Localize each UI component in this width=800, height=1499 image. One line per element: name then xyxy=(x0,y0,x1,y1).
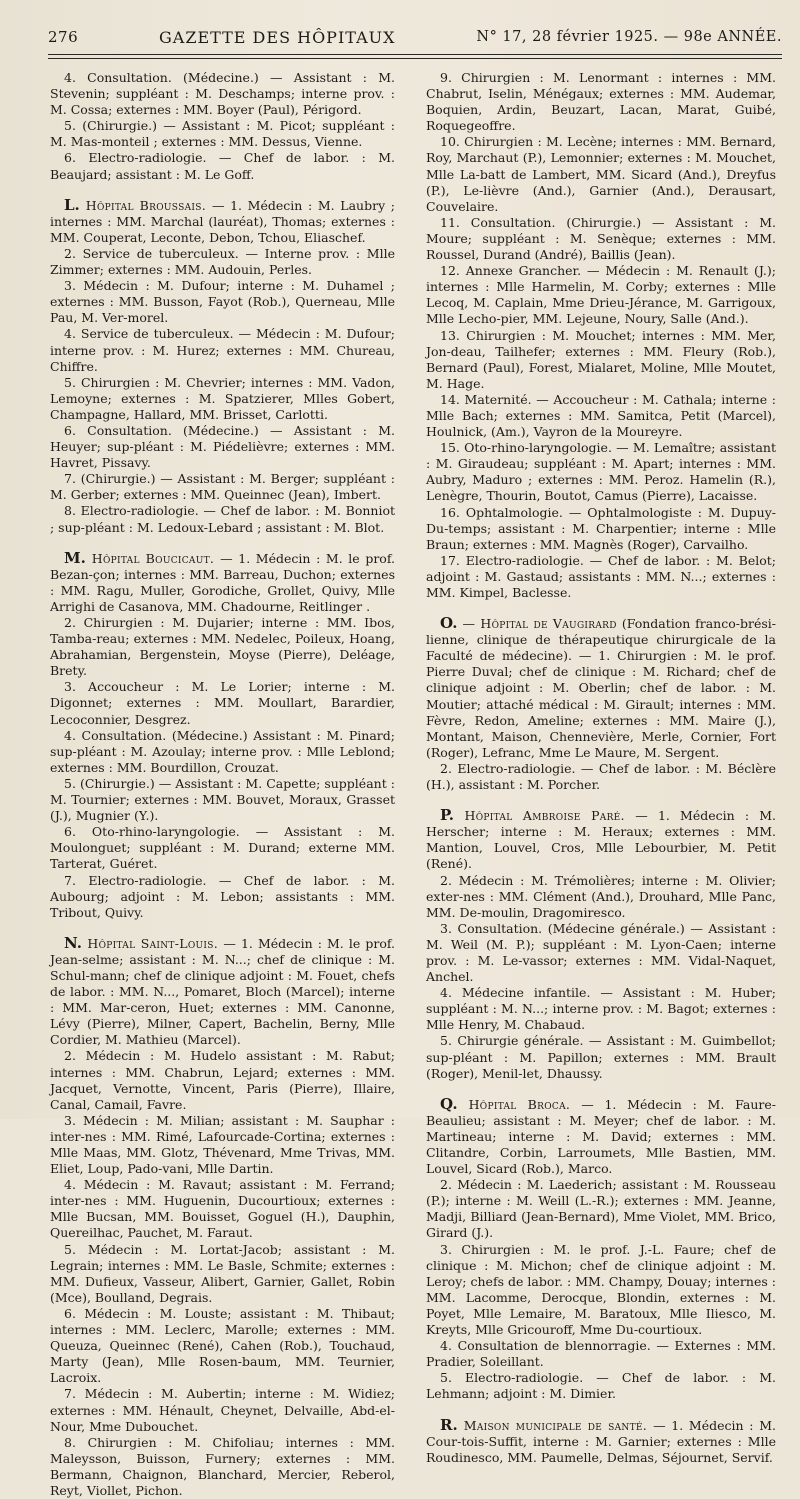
entry-text: — 1. Médecin : M. le prof. Bezan-çon; internes : MM. Barreau, Duchon; externes : MM. Ragu, Muller, Gorodiche, Grollet, Quivy, Mlle Arrighi de Casanova, MM. Chadourne, Reitlinger . xyxy=(50,550,395,614)
section-letter: N. xyxy=(64,933,82,952)
publication-title: GAZETTE DES HÔPITAUX xyxy=(159,27,396,47)
service-entry: 7. Médecin : M. Aubertin; interne : M. Widiez; externes : MM. Hénault, Cheynet, Delvaille, Abd-el-Nour, Mme Dubouchet. xyxy=(50,1386,395,1434)
service-entry: 5. (Chirurgie.) — Assistant : M. Capette; suppléant : M. Tournier; externes : MM. Bouvet, Moraux, Grasset (J.), Mugnier (Y.). xyxy=(50,775,395,824)
service-entry: 3. Chirurgien : M. le prof. J.-L. Faure; chef de clinique : M. Michon; chef de clinique adjoint : M. Leroy; chefs de labor. : MM. Champy, Douay; internes : MM. Lacomme, Derocque, Blondin, externes : M. Poyet, Mlle Lemaire, M. Baratoux, Mlle Iliesco, M. Kreyts, Mlle Gricouroff, Mme Du-courtioux. xyxy=(426,1241,776,1338)
service-entry: 7. (Chirurgie.) — Assistant : M. Berger; suppléant : M. Gerber; externes : MM. Queinnec (Jean), Imbert. xyxy=(50,471,395,503)
service-entry: 4. Médecine infantile. — Assistant : M. Huber; suppléant : M. N...; interne prov. : M. Bagot; externes : Mlle Henry, M. Chabaud. xyxy=(426,985,776,1033)
hospital-name: Hôpital Boucicaut. xyxy=(85,550,221,566)
page-number: 276 xyxy=(48,28,79,46)
service-entry: 11. Consultation. (Chirurgie.) — Assistant : M. Moure; suppléant : M. Senèque; externes : MM. Roussel, Durand (André), Baillis (Jean). xyxy=(426,214,776,263)
service-entry: 4. Consultation. (Médecine.) Assistant : M. Pinard; sup-pléant : M. Azoulay; interne prov. : Mlle Leblond; externes : MM. Bourdillon, Crouzat. xyxy=(50,727,395,775)
service-entry: 2. Chirurgien : M. Dujarier; interne : MM. Ibos, Tamba-reau; externes : MM. Nedelec, Poileux, Hoang, Abrahamian, Bergenstein, Moyse (Pierre), Deléage, Brety. xyxy=(50,615,395,679)
service-entry: 4. Consultation de blennorragie. — Externes : MM. Pradier, Soleillant. xyxy=(426,1338,776,1370)
service-entry: 3. Médecin : M. Dufour; interne : M. Duhamel ; externes : MM. Busson, Fayot (Rob.), Querneau, Mlle Pau, M. Ver-morel. xyxy=(50,278,395,326)
service-entry: 4. Médecin : M. Ravaut; assistant : M. Ferrand; inter-nes : MM. Huguenin, Ducourtioux; externes : Mlle Bucsan, MM. Bouisset, Goguel (H.), Dauphin, Quereilhac, Pauchet, M. Faraut. xyxy=(50,1177,395,1241)
service-entry: 16. Ophtalmologie. — Ophtalmologiste : M. Dupuy-Du-temps; assistant : M. Charpentier; interne : Mlle Braun; externes : MM. Magnès (Roger), Carvailho. xyxy=(426,504,776,552)
service-entry: 2. Médecin : M. Laederich; assistant : M. Rousseau (P.); interne : M. Weill (L.-R.); externes : MM. Jeanne, Madji, Billiard (Jean-Bernard), Mme Violet, MM. Brico, Girard (J.). xyxy=(426,1177,776,1241)
service-entry: 6. Médecin : M. Louste; assistant : M. Thibaut; internes : MM. Leclerc, Marolle; externes : MM. Queuza, Queinnec (René), Cahen (Rob.), Touchaud, Marty (Jean), Mlle Rosen-baum, MM. Teurnier, Lacroix. xyxy=(50,1305,395,1386)
service-entry: 2. Médecin : M. Trémolières; interne : M. Olivier; exter-nes : MM. Clément (And.), Drouhard, Mlle Panc, MM. De-moulin, Dragomiresco. xyxy=(426,872,776,920)
section-letter: Q. xyxy=(440,1094,458,1113)
service-entry: 5. Chirurgien : M. Chevrier; internes : MM. Vadon, Lemoyne; externes : M. Spatzierer, Mlles Gobert, Champagne, Hallard, MM. Brisset, Carlotti. xyxy=(50,374,395,422)
service-entry: 3. Accoucheur : M. Le Lorier; interne : M. Digonnet; externes : MM. Moullart, Barardier, Lecoconnier, Desgrez. xyxy=(50,679,395,727)
section-letter: P. xyxy=(440,806,455,825)
header-rule-double xyxy=(48,58,782,59)
entry-text: (Fondation franco-brési-lienne, clinique de thérapeutique chirurgicale de la Faculté de médecine). — 1. Chirurgien : M. le prof. Pierre Duval; chef de clinique : M. Richard; chef de clinique adjoint : M. Oberlin; chef de labor. : M. Moutier; attaché médical : M. Girault; internes : MM. Fèvre, Redon, Ameline; externes : MM. Maire (J.), Montant, Maison, Chennevière, Merle, Cornier, Fort (Roger), Lefranc, Mme Le Maure, M. Sergent. xyxy=(426,616,776,760)
left-column xyxy=(50,70,395,1499)
hospital-section-entry xyxy=(50,197,395,246)
header-rule xyxy=(48,54,782,55)
service-entry: 14. Maternité. — Accoucheur : M. Cathala; interne : Mlle Bach; externes : MM. Samitca, Petit (Marcel), Houlnick, (Am.), Vayron de la Moureyre. xyxy=(426,391,776,440)
service-entry: 6. Consultation. (Médecine.) — Assistant : M. Heuyer; sup-pléant : M. Piédelièvre; externes : MM. Havret, Pissavy. xyxy=(50,422,395,471)
section-letter: L. xyxy=(64,195,80,214)
service-entry: 12. Annexe Grancher. — Médecin : M. Renault (J.); internes : Mlle Harmelin, M. Corby; externes : Mlle Lecoq, M. Caplain, Mme Drieu-Jérance, M. Garrigoux, Mlle Lecho-pier, MM. Lejeune, Noury, Salle (And.). xyxy=(426,263,776,327)
service-entry: 2. Electro-radiologie. — Chef de labor. : M. Béclère (H.), assistant : M. Porcher. xyxy=(426,760,776,793)
entry-text: — 1. Médecin : M. Cour-tois-Suffit, interne : M. Garnier; externes : Mlle Roudinesco, MM. Paumelle, Delmas, Séjournet, Servif. xyxy=(426,1417,776,1465)
service-entry: 13. Chirurgien : M. Mouchet; internes : MM. Mer, Jon-deau, Tailhefer; externes : MM. Fleury (Rob.), Bernard (Paul), Forest, Mialaret, Moline, Mlle Moutet, M. Hage. xyxy=(426,327,776,391)
service-entry: 5. (Chirurgie.) — Assistant : M. Picot; suppléant : M. Mas-monteil ; externes : MM. Dessus, Vienne. xyxy=(50,118,395,150)
service-entry: 7. Electro-radiologie. — Chef de labor. : M. Aubourg; adjoint : M. Lebon; assistants : MM. Tribout, Quivy. xyxy=(50,872,395,920)
hospital-name: Hôpital Broussais. xyxy=(79,197,212,213)
hospital-name: Hôpital Ambroise Paré. xyxy=(454,808,636,824)
hospital-section-entry xyxy=(426,807,776,872)
service-entry: 9. Chirurgien : M. Lenormant : internes : MM. Chabrut, Iselin, Ménégaux; externes : MM. Audemar, Boquien, Ardin, Beuzart, Lacan, Marat, Guibé, Roquegeoffre. xyxy=(426,70,776,134)
service-entry: 4. Service de tuberculeux. — Médecin : M. Dufour; interne prov. : M. Hurez; externes : MM. Chureau, Chiffre. xyxy=(50,326,395,374)
service-entry: 17. Electro-radiologie. — Chef de labor. : M. Belot; adjoint : M. Gastaud; assistants : MM. N...; externes : MM. Kimpel, Baclesse. xyxy=(426,552,776,600)
service-entry: 3. Consultation. (Médecine générale.) — Assistant : M. Weil (M. P.); suppléant : M. Lyon-Caen; interne prov. : M. Le-vassor; externes : MM. Vidal-Naquet, Anchel. xyxy=(426,920,776,985)
hospital-section-entry xyxy=(50,935,395,1049)
entry-text: — 1. Médecin : M. Herscher; interne : M. Heraux; externes : MM. Mantion, Louvel, Cros, Mlle Lebourbier, M. Petit (René). xyxy=(426,808,776,872)
service-entry: 5. Chirurgie générale. — Assistant : M. Guimbellot; sup-pléant : M. Papillon; externes : MM. Brault (Roger), Menil-let, Dhaussy. xyxy=(426,1033,776,1081)
section-letter: R. xyxy=(440,1415,458,1434)
service-entry: 8. Chirurgien : M. Chifoliau; internes : MM. Maleysson, Buisson, Furnery; externes : MM. Bermann, Chaignon, Blanchard, Mercier, Reberol, Reyt, Viollet, Pichon. xyxy=(50,1434,395,1498)
hospital-name: — Hôpital de Vaugirard xyxy=(457,616,622,632)
page-header xyxy=(48,24,782,50)
service-entry: 2. Service de tuberculeux. — Interne prov. : Mlle Zimmer; externes : MM. Audouin, Perles. xyxy=(50,245,395,278)
hospital-name: Hôpital Broca. xyxy=(457,1096,582,1112)
section-letter: M. xyxy=(64,548,86,567)
entry-text: — 1. Médecin : M. Faure-Beaulieu; assistant : M. Meyer; chef de labor. : M. Martineau; interne : M. David; externes : MM. Clitandre, Corbin, Larroumets, Mlle Bastien, MM. Louvel, Sicard (Rob.), Marco. xyxy=(426,1096,777,1177)
service-entry: 6. Oto-rhino-laryngologie. — Assistant : M. Moulonguet; suppléant : M. Durand; externe MM. Tarterat, Guéret. xyxy=(50,824,395,872)
hospital-section-entry xyxy=(426,615,776,761)
service-entry: 2. Médecin : M. Hudelo assistant : M. Rabut; internes : MM. Chabrun, Lejard; externes : MM. Jacquet, Vernotte, Vincent, Paris (Pierre), Illaire, Canal, Camail, Favre. xyxy=(50,1048,395,1112)
service-entry: 3. Médecin : M. Milian; assistant : M. Sauphar : inter-nes : MM. Rimé, Lafourcade-Cortina; externes : Mlle Maas, MM. Glotz, Thévenard, Mme Trivas, MM. Eliet, Loup, Pado-vani, Mlle Dartin. xyxy=(50,1112,395,1177)
hospital-section-entry xyxy=(426,1417,776,1466)
service-entry: 15. Oto-rhino-laryngologie. — M. Lemaître; assistant : M. Giraudeau; suppléant : M. Apart; internes : MM. Aubry, Maduro ; externes : MM. Peroz. Hamelin (R.), Lenègre, Thourin, Boutot, Camus (Pierre), Lacaisse. xyxy=(426,440,776,504)
hospital-section-entry xyxy=(426,1096,776,1177)
service-entry: 5. Médecin : M. Lortat-Jacob; assistant : M. Legrain; internes : MM. Le Basle, Schmite; externes : MM. Dufieux, Vasseur, Alibert, Garnier, Gallet, Robin (Mce), Boulland, Degrais. xyxy=(50,1241,395,1305)
hospital-name: Hôpital Saint-Louis. xyxy=(81,935,224,951)
service-entry: 5. Electro-radiologie. — Chef de labor. : M. Lehmann; adjoint : M. Dimier. xyxy=(426,1370,776,1402)
service-entry: 10. Chirurgien : M. Lecène; internes : MM. Bernard, Roy, Marchaut (P.), Lemonnier; externes : M. Mouchet, Mlle La-batt de Lambert, MM. Sicard (And.), Dreyfus (P.), Le-lièvre (And.), Garnier (And.), Derausart, Couvelaire. xyxy=(426,134,776,214)
entry-text: — 1. Médecin : M. le prof. Jean-selme; assistant : M. N...; chef de clinique : M. Schul-mann; chef de clinique adjoint : M. Fouet, chefs de labor. : MM. N..., Pomaret, Bloch (Marcel); interne : MM. Mar-ceron, Huet; externes : MM. Canonne, Lévy (Pierre), Milner, Capert, Bachelin, Berny, Mlle Cordier, M. Mathieu (Marcel). xyxy=(50,935,395,1048)
right-column xyxy=(426,70,776,1466)
section-letter: O. xyxy=(440,614,458,633)
issue-info: N° 17, 28 février 1925. — 98e ANNÉE. xyxy=(476,29,782,45)
hospital-name: Maison municipale de santé. xyxy=(457,1417,654,1433)
hospital-section-entry xyxy=(50,550,395,615)
service-entry: 6. Electro-radiologie. — Chef de labor. : M. Beaujard; assistant : M. Le Goff. xyxy=(50,150,395,182)
service-entry: 8. Electro-radiologie. — Chef de labor. : M. Bonniot ; sup-pléant : M. Ledoux-Lebard ; assistant : M. Blot. xyxy=(50,503,395,535)
entry-text: — 1. Médecin : M. Laubry ; internes : MM. Marchal (lauréat), Thomas; externes : MM. Couperat, Leconte, Debon, Tchou, Eliaschef. xyxy=(50,197,396,245)
service-entry: 4. Consultation. (Médecine.) — Assistant : M. Stevenin; suppléant : M. Deschamps; interne prov. : M. Cossa; externes : MM. Boyer (Paul), Périgord. xyxy=(50,70,395,118)
